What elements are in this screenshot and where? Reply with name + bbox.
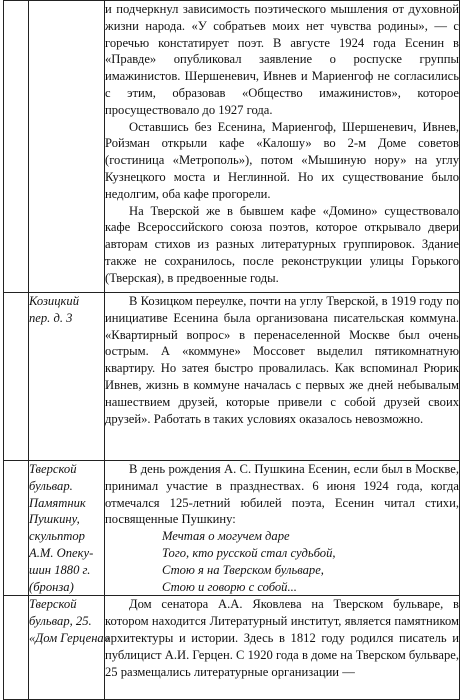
place-line: скульптор (29, 529, 85, 544)
text-cell (105, 1, 460, 293)
place-line: бульвар, 25. (29, 614, 92, 629)
place-line: Памятник (29, 495, 86, 510)
place-cell (29, 1, 105, 293)
poem-line: Стою я на Тверском бульваре, (162, 562, 324, 577)
table-row (4, 1, 460, 293)
number-cell (4, 596, 29, 700)
number-cell (4, 1, 29, 293)
poem-quote (162, 528, 459, 595)
paragraph: В день рождения А. С. Пушкина Есенин, если был в Москве, принимал участие в празднествах. 6 июня 1924 года, когда отмечался 125-летний юбилей поэта, Есенин читал стихи, посвященные Пушкину: (105, 462, 459, 527)
place-line: пер. д. 3 (29, 310, 73, 325)
table-row (4, 293, 460, 461)
text-cell (105, 461, 460, 596)
paragraph: В Козицком переулке, почти на углу Тверской, в 1919 году по инициативе Есенина была организована писательская коммуна. «Квартирный вопрос» в перенаселенной Москве был очень острым. А «коммуне» Моссовет выделил пятикомнатную квартиру. Но затея быстро провалилась. Как вспоминал Рюрик Ивнев, жизнь в коммуне началась с первых же дней небывалым нашествием друзей, которые привели с собой друзей своих друзей». Работать в таких условиях оказалось невозможно. (105, 294, 459, 426)
table-row (4, 596, 460, 700)
text-cell (105, 293, 460, 461)
paragraph: и подчеркнул зависимость поэтического мышления от духовной жизни народа. «У собратьев моих нет чувства родины», — с горечью констатирует поэт. В августе 1924 года Есенин в «Правде» опубликовал заявление о роспуске группы имажинистов. Шершеневич, Ивнев и Мариенгоф не согласились с этим, образовав «Общество имажинистов», которое просуществовало до 1927 года. (105, 2, 459, 117)
paragraph: Оставшись без Есенина, Мариенгоф, Шершеневич, Ивнев, Ройзман открыли кафе «Калошу» во 2-м Доме советов (гостиница «Метрополь»), потом «Мышиную нору» на углу Кузнецкого моста и Неглинной. Но их существование было недолгим, оба кафе прогорели. (105, 119, 459, 201)
place-line: А.М. Опеку- (29, 545, 94, 560)
number-cell (4, 461, 29, 596)
place-line: шин 1880 г. (29, 562, 91, 577)
place-line: Пушкину, (29, 512, 80, 527)
place-cell (29, 596, 111, 700)
poem-line: Стою и говорю с собой... (162, 579, 297, 594)
place-line: Тверской (29, 462, 77, 476)
place-line: бульвар. (29, 478, 73, 493)
paragraph: На Тверской же в бывшем кафе «Домино» существовало кафе Всероссийского союза поэтов, которое открывало двери авторам стихов из разных литературных группировок. Здание также не сохранилось, после реконструкции улицы Горького (Тверская), в предвоенные годы. (105, 203, 459, 285)
place-line: «Дом Герцена» (29, 630, 111, 645)
document-table (3, 0, 460, 700)
place-line: (бронза) (29, 579, 74, 594)
place-cell (29, 461, 105, 596)
paragraph: Дом сенатора А.А. Яковлева на Тверском бульваре, в котором находится Литературный институт, является памятником архитектуры и истории. Здесь в 1812 году родился писатель и публицист А.И. Герцен. С 1920 года в доме на Тверском бульваре, 25 размещались литературные организации — (105, 597, 459, 679)
place-cell (29, 293, 105, 461)
number-cell (4, 293, 29, 461)
place-line: Тверской (29, 597, 77, 612)
text-cell (105, 596, 460, 700)
poem-line: Того, кто русской стал судьбой, (162, 545, 336, 560)
table-row (4, 461, 460, 596)
poem-line: Мечтая о могучем даре (162, 529, 290, 544)
place-line: Козицкий (29, 294, 80, 308)
